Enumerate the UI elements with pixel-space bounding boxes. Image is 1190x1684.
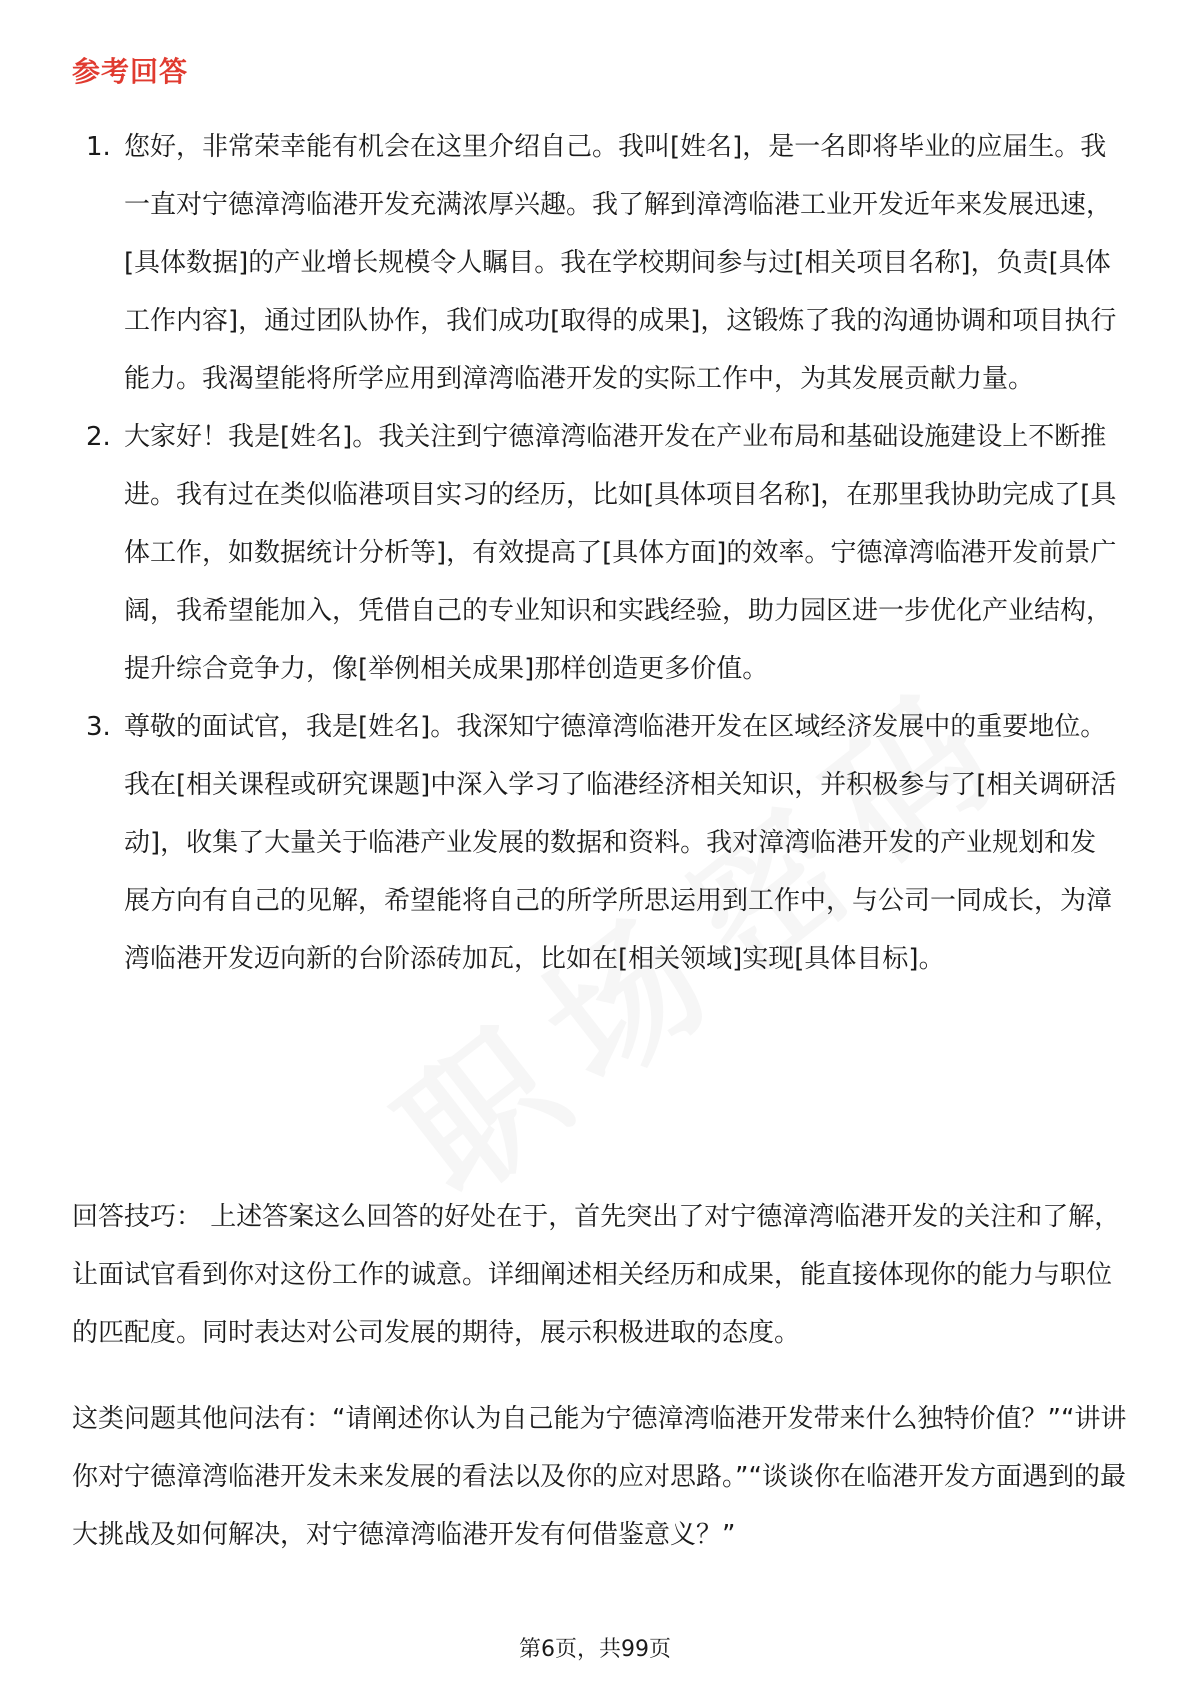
answer-number: 1. [86, 132, 111, 162]
answer-list [72, 118, 1122, 988]
answer-text: 尊敬的面试官，我是[姓名]。我深知宁德漳湾临港开发在区域经济发展中的重要地位。我在[相关课程或研究课题]中深入学习了临港经济相关知识，并积极参与了[相关调研活动]，收集了大量关于临港产业发展的数据和资料。我对漳湾临港开发的产业规划和发展方向有自己的见解，希望能将自己的所学所思运用到工作中，与公司一同成长，为漳湾临港开发迈向新的台阶添砖加瓦，比如在[相关领域]实现[具体目标]。 [124, 712, 1117, 974]
alternative-questions: 这类问题其他问法有：“请阐述你认为自己能为宁德漳湾临港开发带来什么独特价值？”“讲讲你对宁德漳湾临港开发未来发展的看法以及你的应对思路。”“谈谈你在临港开发方面遇到的最大挑战及如何解决，对宁德漳湾临港开发有何借鉴意义？” [72, 1404, 1127, 1550]
answer-number: 2. [86, 422, 111, 452]
answer-number: 3. [86, 712, 111, 742]
answer-item [72, 408, 1122, 698]
answer-tips: 回答技巧： 上述答案这么回答的好处在于，首先突出了对宁德漳湾临港开发的关注和了解，让面试官看到你对这份工作的诚意。详细阐述相关经历和成果，能直接体现你的能力与职位的匹配度。同时表达对公司发展的期待，展示积极进取的态度。 [72, 1202, 1121, 1348]
answer-item [72, 118, 1122, 408]
section-title: 参考回答 [72, 55, 189, 88]
page-number: 第6页，共99页 [519, 1637, 671, 1662]
answer-text: 您好，非常荣幸能有机会在这里介绍自己。我叫[姓名]，是一名即将毕业的应届生。我一直对宁德漳湾临港开发充满浓厚兴趣。我了解到漳湾临港工业开发近年来发展迅速，[具体数据]的产业增长规模令人瞩目。我在学校期间参与过[相关项目名称]，负责[具体工作内容]，通过团队协作，我们成功[取得的成果]，这锻炼了我的沟通协调和项目执行能力。我渴望能将所学应用到漳湾临港开发的实际工作中，为其发展贡献力量。 [124, 132, 1117, 394]
answer-text: 大家好！我是[姓名]。我关注到宁德漳湾临港开发在产业布局和基础设施建设上不断推进。我有过在类似临港项目实习的经历，比如[具体项目名称]，在那里我协助完成了[具体工作，如数据统计分析等]，有效提高了[具体方面]的效率。宁德漳湾临港开发前景广阔，我希望能加入，凭借自己的专业知识和实践经验，助力园区进一步优化产业结构，提升综合竞争力，像[举例相关成果]那样创造更多价值。 [124, 422, 1117, 684]
answer-item [72, 698, 1122, 988]
